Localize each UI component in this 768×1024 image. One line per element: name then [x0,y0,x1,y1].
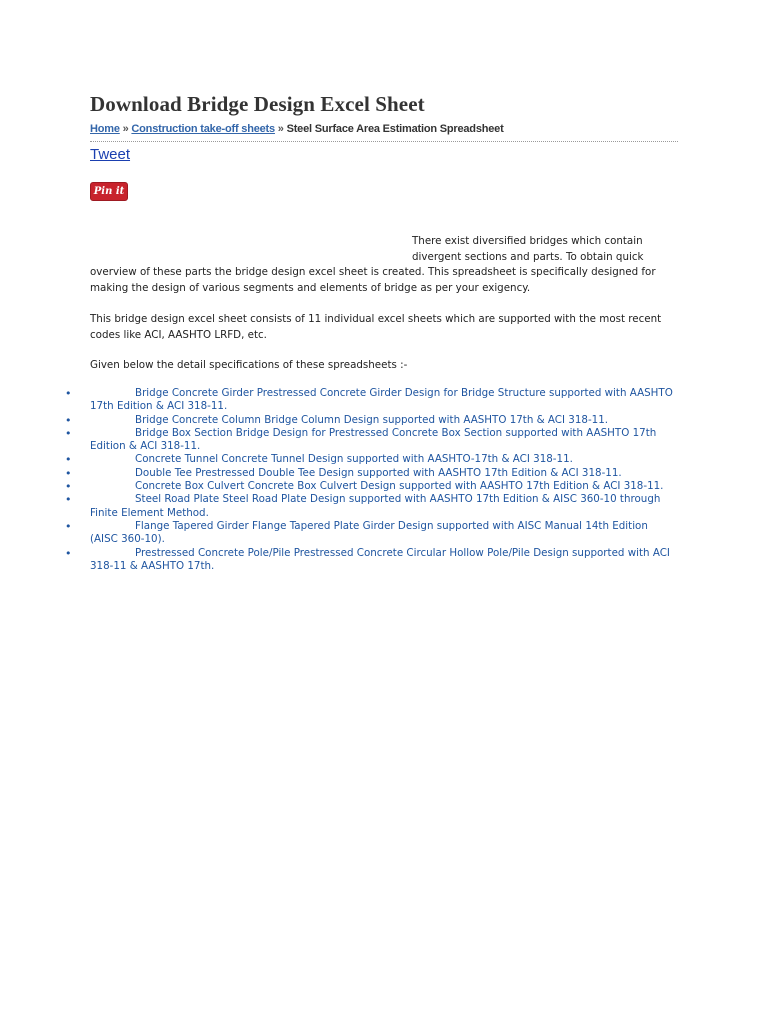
breadcrumb-home-link[interactable]: Home [90,123,120,135]
breadcrumb [90,123,678,142]
bullet-icon: • [65,413,72,427]
spec-item-text: Bridge Box Section Bridge Design for Prestressed Concrete Box Section supported with AASHTO 17th Edition & ACI 318-11. [90,426,657,453]
specifications-intro: Given below the detail specifications of these spreadsheets :- [90,359,408,371]
bullet-icon: • [65,519,72,533]
bullet-icon: • [65,426,72,440]
spec-item-text: Flange Tapered Girder Flange Tapered Plate Girder Design supported with AISC Manual 14th Edition (AISC 360-10). [90,519,648,546]
intro-paragraph-continued: overview of these parts the bridge design excel sheet is created. This spreadsheet is specifically designed for making the design of various segments and elements of bridge as per your exigency. [90,266,656,294]
list-item [65,519,678,547]
breadcrumb-separator: » [274,123,287,135]
bullet-icon: • [65,466,72,480]
page-title: Download Bridge Design Excel Sheet [90,92,425,116]
bullet-icon: • [65,493,72,507]
bullet-icon: • [65,546,72,560]
list-item [65,453,678,467]
spec-item-text: Concrete Box Culvert Concrete Box Culvert Design supported with AASHTO 17th Edition & ACI 318-11. [135,480,664,493]
spec-item-text: Steel Road Plate Steel Road Plate Design supported with AASHTO 17th Edition & AISC 360-10 through Finite Element Method. [90,493,661,519]
list-item [65,387,678,414]
list-item [65,413,678,427]
pin-it-button[interactable]: Pin it [90,182,128,201]
breadcrumb-separator: » [119,123,132,135]
list-item [65,426,678,454]
list-item [65,493,678,520]
list-item [65,466,678,480]
spec-item-text: Double Tee Prestressed Double Tee Design supported with AASHTO 17th Edition & ACI 318-11. [135,466,622,479]
sheets-count-paragraph: This bridge design excel sheet consists of 11 individual excel sheets which are supported with the most recent codes like ACI, AASHTO LRFD, etc. [90,313,662,341]
list-item [65,480,678,494]
bullet-icon: • [65,480,72,494]
spec-item-text: Prestressed Concrete Pole/Pile Prestressed Concrete Circular Hollow Pole/Pile Design supported with ACI 318-11 & AASHTO 17th. [90,546,670,572]
breadcrumb-current: Steel Surface Area Estimation Spreadsheet [286,123,504,135]
spec-item-text: Concrete Tunnel Concrete Tunnel Design supported with AASHTO-17th & ACI 318-11. [135,453,573,466]
bullet-icon: • [65,387,72,400]
intro-paragraph-start: There exist diversified bridges which contain divergent sections and parts. To obtain quick [412,235,644,263]
bullet-icon: • [65,453,72,467]
spec-item-text: Bridge Concrete Column Bridge Column Design supported with AASHTO 17th & ACI 318-11. [135,413,609,426]
tweet-link[interactable]: Tweet [90,146,131,163]
list-item [65,546,678,574]
specifications-list [65,387,678,573]
spec-item-text: Bridge Concrete Girder Prestressed Concrete Girder Design for Bridge Structure supported with AASHTO 17th Edition & ACI 318-11. [90,387,673,413]
breadcrumb-category-link[interactable]: Construction take-off sheets [131,123,275,135]
